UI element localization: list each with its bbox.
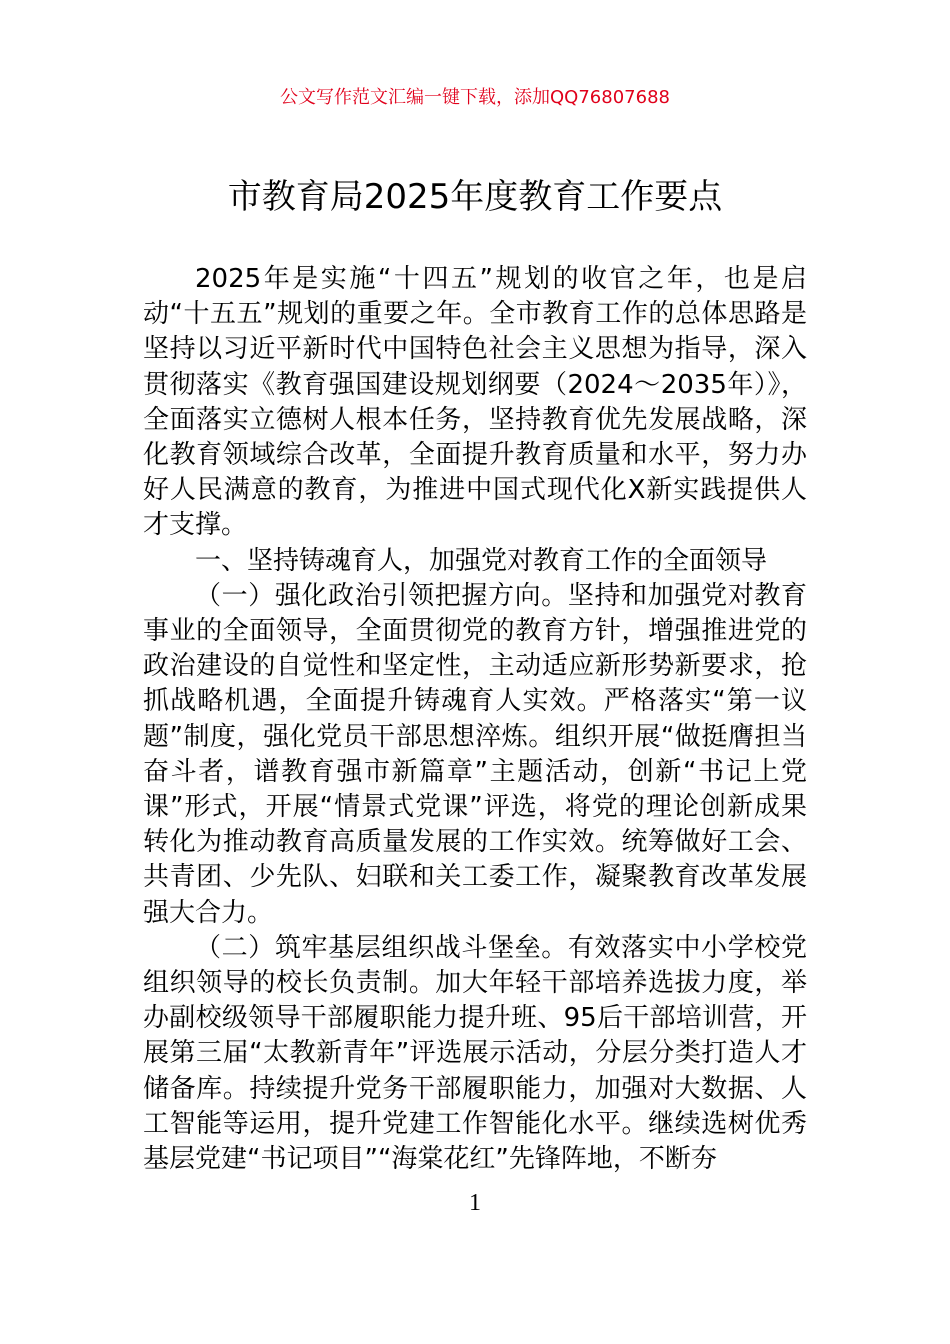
- intro-paragraph: 2025年是实施“十四五”规划的收官之年，也是启动“十五五”规划的重要之年。全市教育工作的总体思路是坚持以习近平新时代中国特色社会主义思想为指导，深入贯彻落实《教育强国建设规划纲要（2024～2035年）》，全面落实立德树人根本任务，坚持教育优先发展战略，深化教育领域综合改革，全面提升教育质量和水平，努力办好人民满意的教育，为推进中国式现代化X新实践提供人才支撑。: [143, 264, 807, 541]
- body-paragraph: （二）筑牢基层组织战斗堡垒。有效落实中小学校党组织领导的校长负责制。加大年轻干部培养选拔力度，举办副校级领导干部履职能力提升班、95后干部培训营，开展第三届“太教新青年”评选展示活动，分层分类打造人才储备库。持续提升党务干部履职能力，加强对大数据、人工智能等运用，提升党建工作智能化水平。继续选树优秀基层党建“书记项目”“海棠花红”先锋阵地，不断夯: [143, 932, 807, 1175]
- body-paragraph: （一）强化政治引领把握方向。坚持和加强党对教育事业的全面领导，全面贯彻党的教育方针，增强推进党的政治建设的自觉性和坚定性，主动适应新形势新要求，抢抓战略机遇，全面提升铸魂育人实效。严格落实“第一议题”制度，强化党员干部思想淬炼。组织开展“做挺膺担当奋斗者，谱教育强市新篇章”主题活动，创新“书记上党课”形式，开展“情景式党课”评选，将党的理论创新成果转化为推动教育高质量发展的工作实效。统筹做好工会、共青团、少先队、妇联和关工委工作，凝聚教育改革发展强大合力。: [143, 580, 807, 928]
- section-heading: 一、坚持铸魂育人，加强党对教育工作的全面领导: [195, 545, 768, 576]
- page-number: 1: [469, 1190, 481, 1216]
- document-body: [143, 262, 807, 1177]
- document-title: 市教育局2025年度教育工作要点: [227, 177, 723, 217]
- promo-header: 公文写作范文汇编一键下载，添加QQ76807688: [280, 87, 670, 108]
